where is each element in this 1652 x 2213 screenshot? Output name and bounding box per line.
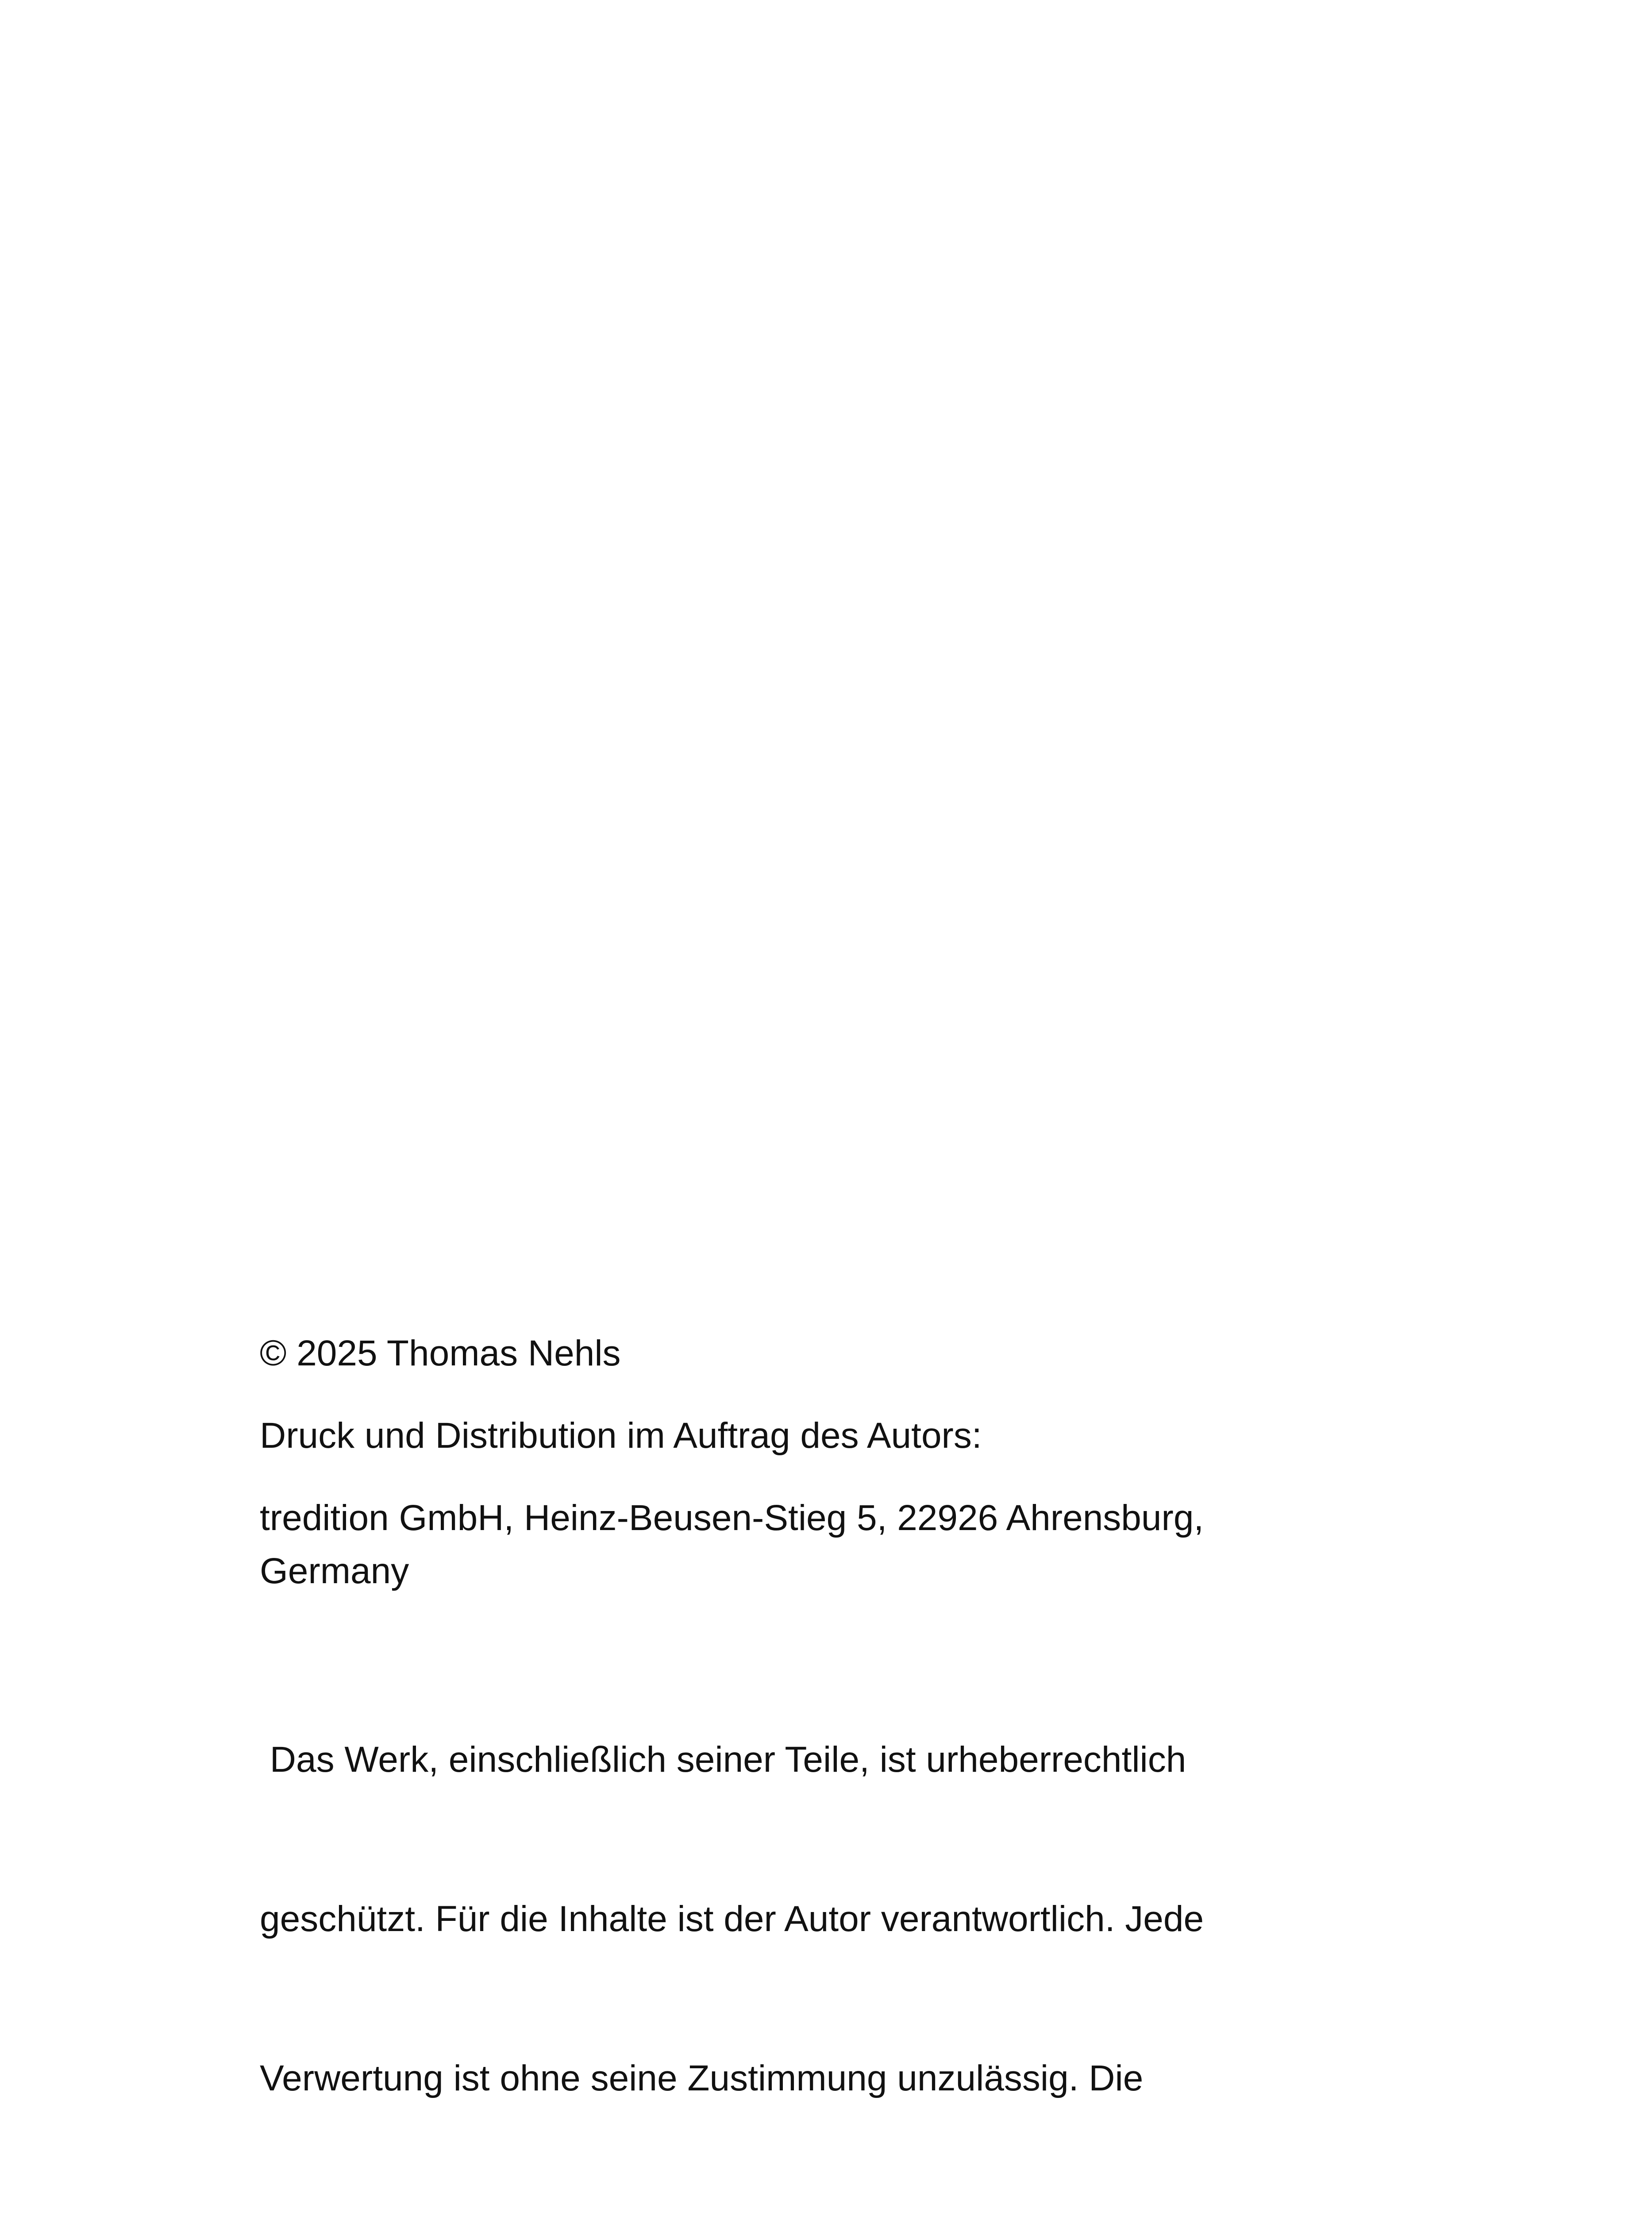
legal-notice-line xyxy=(260,2211,1357,2213)
distribution-heading: Druck und Distribution im Auftrag des Autors: xyxy=(260,1415,982,1456)
publisher-address-line: tredition GmbH, Heinz-Beusen-Stieg 5, 22926 Ahrensburg, xyxy=(260,1498,1204,1538)
copyright-notice: © 2025 Thomas Nehls xyxy=(260,1333,621,1373)
legal-notice-line: Das Werk, einschließlich seiner Teile, ist urheberrechtlich xyxy=(260,1739,1186,1780)
legal-notice-line: geschützt. Für die Inhalte ist der Autor verantwortlich. Jede xyxy=(260,1899,1204,1939)
legal-notice-line: Verwertung ist ohne seine Zustimmung unzulässig. Die xyxy=(260,2058,1144,2098)
publisher-address-line: Germany xyxy=(260,1551,409,1591)
legal-notice xyxy=(260,1627,1357,2213)
publisher-address xyxy=(260,1492,1357,1598)
imprint-block xyxy=(260,1327,1357,2213)
